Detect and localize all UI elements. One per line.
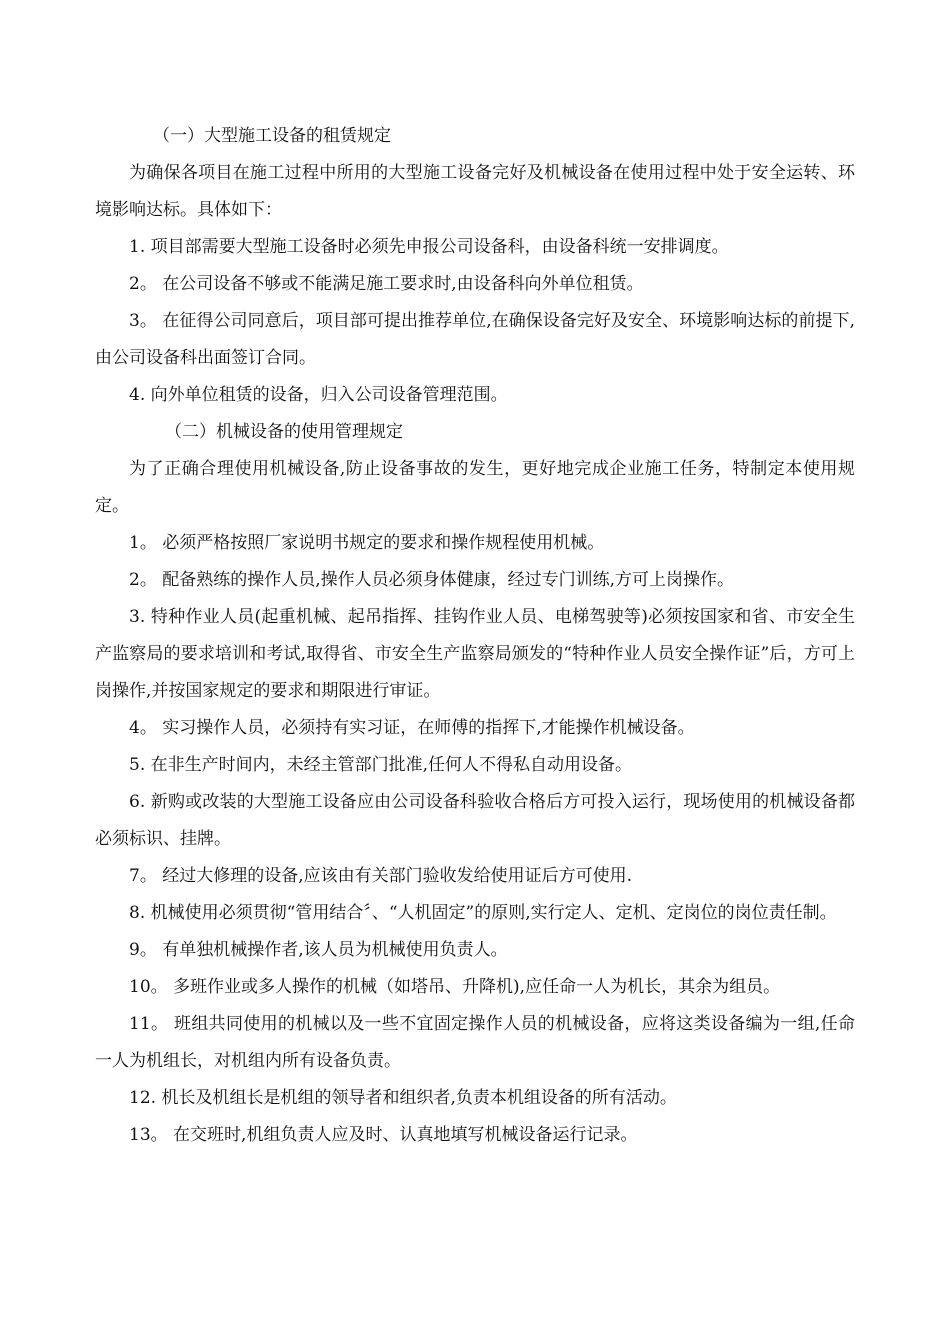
rental-item-4: 4. 向外单位租赁的设备，归入公司设备管理范围。 — [129, 385, 508, 405]
usage-item-13: 13。 在交班时,机组负责人应及时、认真地填写机械设备运行记录。 — [129, 1125, 638, 1145]
section-heading-rental: （一）大型施工设备的租赁规定 — [153, 126, 391, 146]
rental-item-1: 1. 项目部需要大型施工设备时必须先申报公司设备科，由设备科统一安排调度。 — [129, 237, 729, 257]
section-heading-usage: （二）机械设备的使用管理规定 — [165, 422, 403, 442]
document-body — [95, 118, 855, 1154]
usage-item-6: 6. 新购或改装的大型施工设备应由公司设备科验收合格后方可投入运行，现场使用的机械设备都必须标识、挂牌。 — [95, 792, 855, 849]
usage-item-11: 11。 班组共同使用的机械以及一些不宜固定操作人员的机械设备，应将这类设备编为一组,任命一人为机组长，对机组内所有设备负责。 — [95, 1014, 855, 1071]
usage-item-3: 3. 特种作业人员(起重机械、起吊指挥、挂钩作业人员、电梯驾驶等)必须按国家和省、市安全生产监察局的要求培训和考试,取得省、市安全生产监察局颁发的“特种作业人员安全操作证”后，方可上岗操作,并按国家规定的要求和期限进行审证。 — [95, 607, 855, 701]
usage-item-9: 9。 有单独机械操作者,该人员为机械使用负责人。 — [129, 940, 508, 960]
rental-item-3: 3。 在征得公司同意后，项目部可提出推荐单位,在确保设备完好及安全、环境影响达标的前提下,由公司设备科出面签订合同。 — [95, 311, 855, 368]
usage-item-10: 10。 多班作业或多人操作的机械（如塔吊、升降机),应任命一人为机长，其余为组员。 — [129, 977, 781, 997]
section-intro-usage: 为了正确合理使用机械设备,防止设备事故的发生，更好地完成企业施工任务，特制定本使用规定。 — [95, 459, 855, 516]
usage-item-4: 4。 实习操作人员，必须持有实习证，在师傅的指挥下,才能操作机械设备。 — [129, 718, 695, 738]
usage-item-8: 8. 机械使用必须贯彻“管用结合〞、“人机固定”的原则,实行定人、定机、定岗位的岗位责任制。 — [129, 903, 837, 923]
usage-item-12: 12. 机长及机组长是机组的领导者和组织者,负责本机组设备的所有活动。 — [129, 1088, 677, 1108]
usage-item-1: 1。 必须严格按照厂家说明书规定的要求和操作规程使用机械。 — [129, 533, 605, 553]
usage-item-7: 7。 经过大修理的设备,应该由有关部门验收发给使用证后方可使用. — [129, 866, 633, 886]
section-intro-rental: 为确保各项目在施工过程中所用的大型施工设备完好及机械设备在使用过程中处于安全运转、环境影响达标。具体如下： — [95, 163, 855, 220]
usage-item-5: 5. 在非生产时间内，未经主管部门批准,任何人不得私自动用设备。 — [129, 755, 633, 775]
rental-item-2: 2。 在公司设备不够或不能满足施工要求时,由设备科向外单位租赁。 — [129, 274, 644, 294]
usage-item-2: 2。 配备熟练的操作人员,操作人员必须身体健康，经过专门训练,方可上岗操作。 — [129, 570, 735, 590]
